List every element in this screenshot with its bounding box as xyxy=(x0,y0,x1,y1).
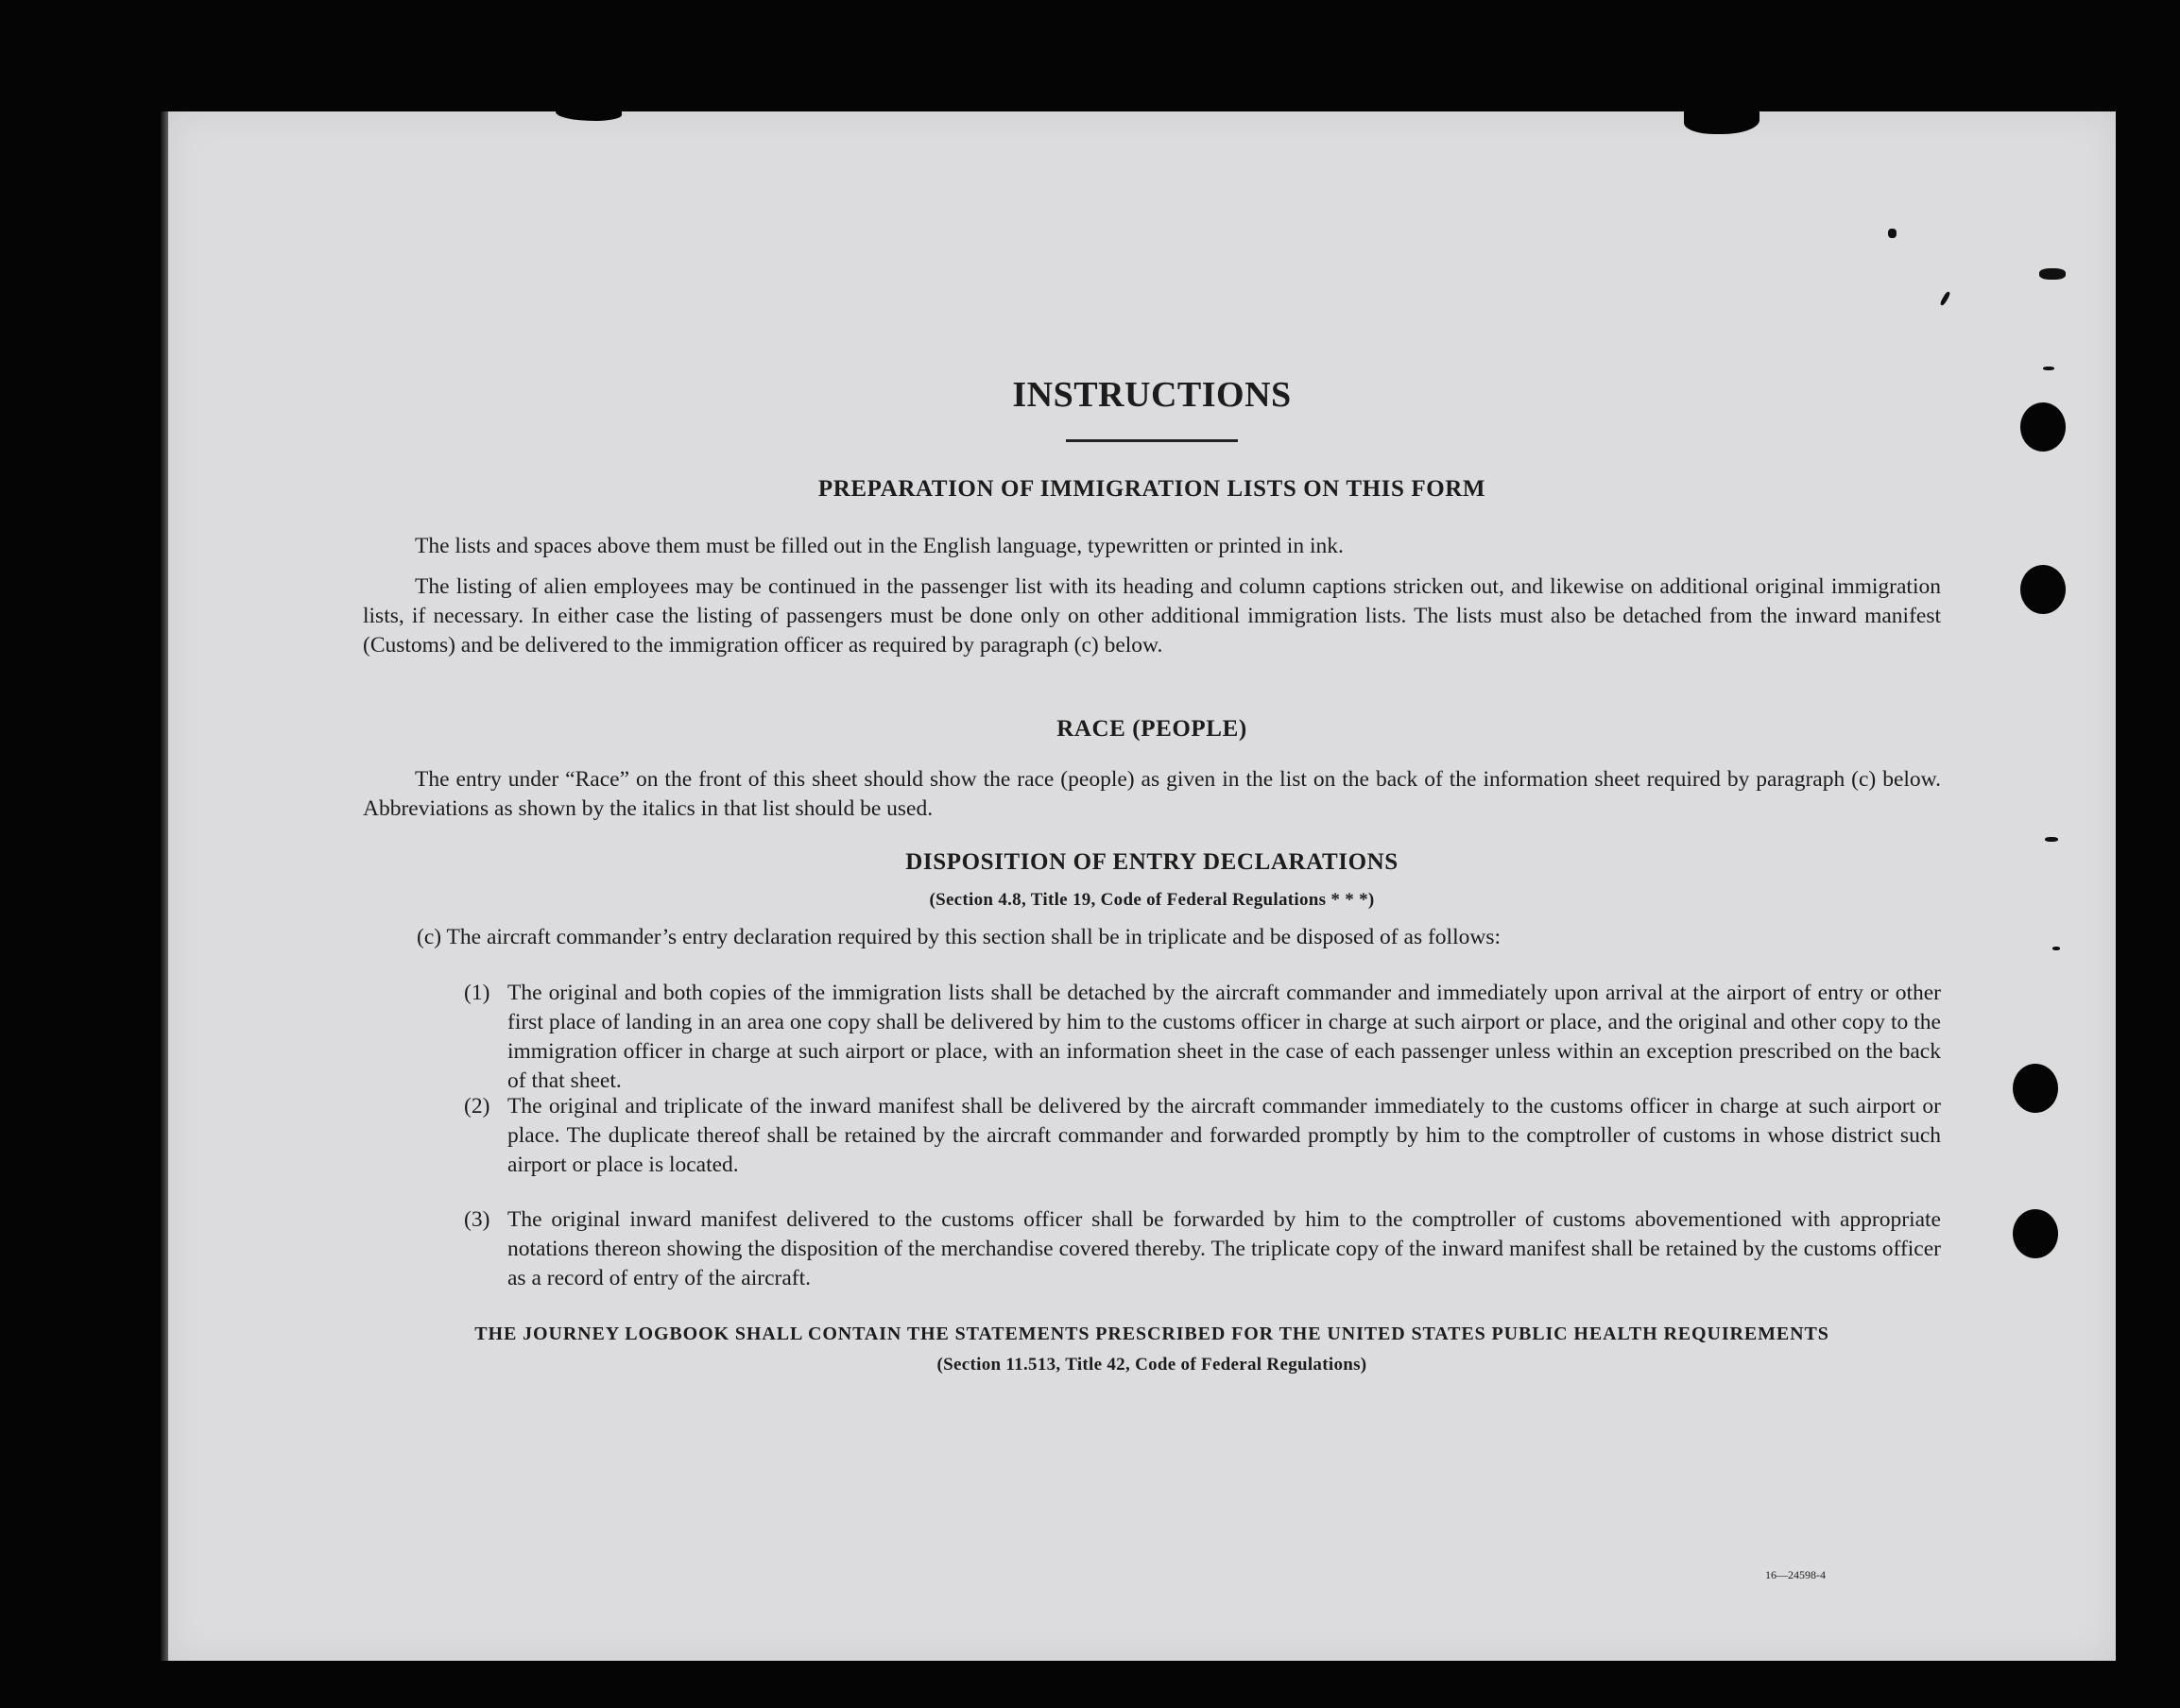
speck xyxy=(1888,229,1897,238)
disposition-citation: (Section 4.8, Title 19, Code of Federal Regulations * * *) xyxy=(929,890,1375,910)
disposition-intro: (c) The aircraft commander’s entry declaration required by this section shall be in triplicate and be disposed of as follows: xyxy=(417,925,1501,949)
page-title: INSTRUCTIONS xyxy=(1012,375,1292,415)
speck xyxy=(2043,367,2054,370)
speck xyxy=(2052,947,2060,950)
speck xyxy=(1939,291,1950,306)
disposition-heading: DISPOSITION OF ENTRY DECLARATIONS xyxy=(905,849,1399,875)
punch-hole xyxy=(2013,1064,2058,1113)
punch-hole xyxy=(2020,402,2066,452)
item-text: The original and both copies of the immigration lists shall be detached by the aircraft commander and immediately upon arrival at the airport of entry or other first place of landing in an area one copy shall be delivered by him to the customs officer in charge at such airport or place, and the original and other copy to the immigration officer in charge at such airport or place, with an information sheet in the case of each passenger unless within an exception prescribed on the back of that sheet. xyxy=(507,981,1941,1093)
document-sheet xyxy=(168,111,2116,1661)
preparation-heading: PREPARATION OF IMMIGRATION LISTS ON THIS FORM xyxy=(817,476,1486,502)
item-text: The original and triplicate of the inward manifest shall be delivered by the aircraft commander immediately to the customs officer in charge at such airport or place. The duplicate thereof shall be retained by the aircraft commander and forwarded promptly by him to the comptroller of customs in whose district such airport or place is located. xyxy=(507,1094,1941,1177)
race-heading: RACE (PEOPLE) xyxy=(1056,716,1247,742)
torn-edge-left xyxy=(556,106,622,121)
form-number: 16—24598-4 xyxy=(1765,1568,1826,1581)
punch-hole xyxy=(2020,565,2066,614)
public-health-statement: THE JOURNEY LOGBOOK SHALL CONTAIN THE STATEMENTS PRESCRIBED FOR THE UNITED STATES PUBLIC HEALTH REQUIREMENTS xyxy=(474,1324,1829,1344)
torn-edge-right xyxy=(1684,106,1759,134)
item-number: (3) xyxy=(464,1207,490,1232)
preparation-paragraph: The listing of alien employees may be continued in the passenger list with its heading and column captions stricken out, and likewise on additional original immigration lists, if necessary. In either case the listing of passengers must be done only on other additional immigration lists. The lists must also be detached from the inward manifest (Customs) and be delivered to the immigration officer as required by paragraph (c) below. xyxy=(363,574,1941,658)
public-health-citation: (Section 11.513, Title 42, Code of Federal Regulations) xyxy=(936,1355,1367,1375)
speck xyxy=(2045,837,2058,842)
item-text: The original inward manifest delivered to the customs officer shall be forwarded by him to the comptroller of customs abovementioned with appropriate notations thereon showing the disposition of the merchandise covered thereby. The triplicate copy of the inward manifest shall be retained by the customs officer as a record of entry of the aircraft. xyxy=(507,1207,1941,1290)
item-number: (2) xyxy=(464,1094,490,1119)
preparation-paragraph: The lists and spaces above them must be filled out in the English language, typewritten or printed in ink. xyxy=(415,534,1344,558)
punch-hole xyxy=(2013,1209,2058,1258)
speck xyxy=(2039,268,2066,280)
title-underline xyxy=(1066,439,1238,442)
race-paragraph: The entry under “Race” on the front of this sheet should show the race (people) as given in the list on the back of the information sheet required by paragraph (c) below. Abbreviations as shown by the italics in that list should be used. xyxy=(363,767,1941,821)
item-number: (1) xyxy=(464,981,490,1005)
